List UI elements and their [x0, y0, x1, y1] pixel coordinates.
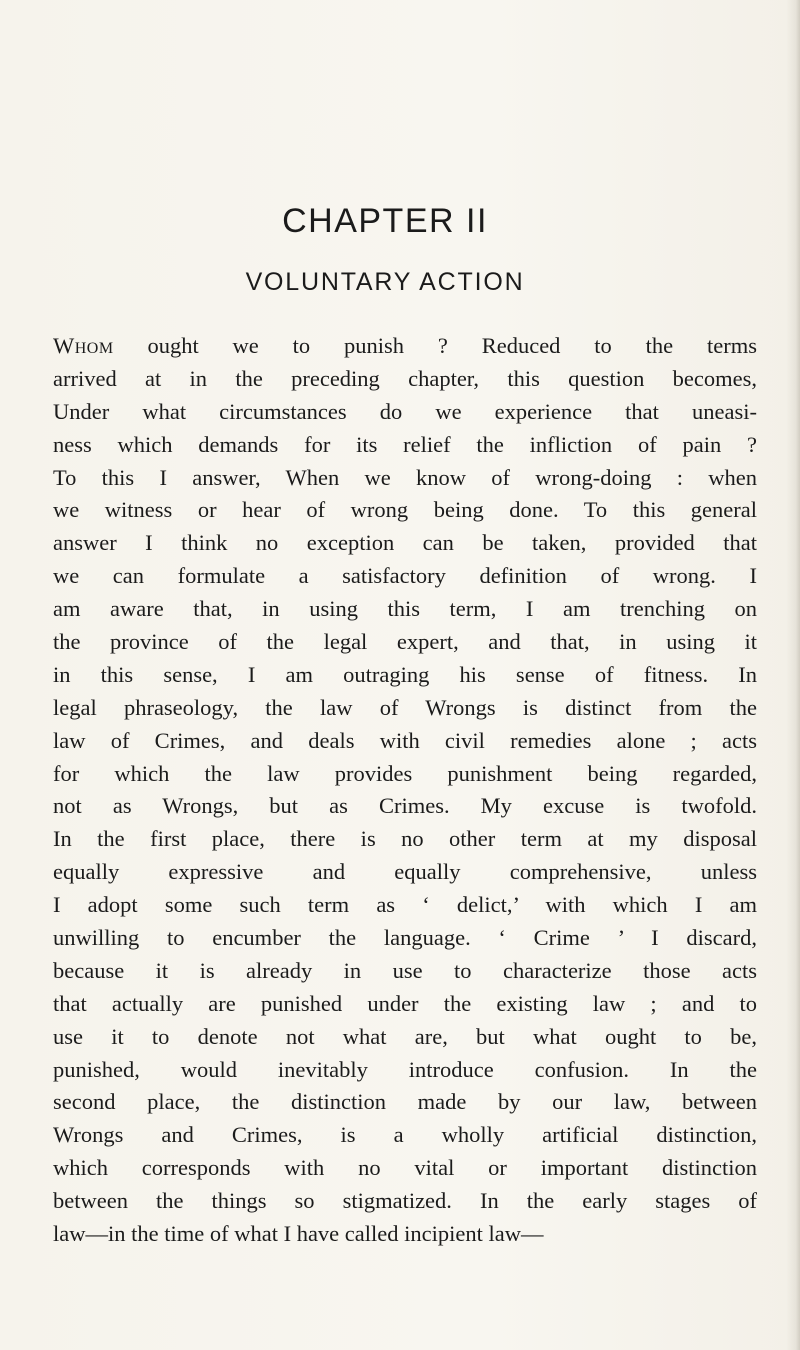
- body-paragraph: [53, 330, 757, 1251]
- text-line: which corresponds with no vital or important distinction: [53, 1155, 757, 1181]
- text-line: answer I think no exception can be taken, provided that: [53, 530, 757, 556]
- text-line: law of Crimes, and deals with civil remedies alone ; acts: [53, 727, 757, 753]
- text-line: between the things so stigmatized. In the early stages of: [53, 1188, 757, 1214]
- chapter-heading: CHAPTER II: [282, 202, 488, 240]
- text-line: In the first place, there is no other term at my disposal: [53, 826, 757, 852]
- text-line: am aware that, in using this term, I am trenching on: [53, 596, 757, 622]
- text-line: we can formulate a satisfactory definition of wrong. I: [53, 563, 757, 589]
- text-line: To this I answer, When we know of wrong-doing : when: [53, 464, 757, 490]
- text-line: the province of the legal expert, and that, in using it: [53, 629, 757, 655]
- text-line: not as Wrongs, but as Crimes. My excuse is twofold.: [53, 793, 757, 819]
- text-line: we witness or hear of wrong being done. To this general: [53, 497, 757, 523]
- text-line: legal phraseology, the law of Wrongs is distinct from the: [53, 694, 757, 720]
- text-line: punished, would inevitably introduce confusion. In the: [53, 1056, 757, 1082]
- text-line: because it is already in use to characterize those acts: [53, 957, 757, 983]
- text-line: unwilling to encumber the language. ‘ Crime ’ I discard,: [53, 925, 757, 951]
- chapter-title: VOLUNTARY ACTION: [245, 268, 525, 296]
- text-line: that actually are punished under the existing law ; and to: [53, 990, 757, 1016]
- text-line: second place, the distinction made by our law, between: [53, 1089, 757, 1115]
- text-line: equally expressive and equally comprehensive, unless: [53, 859, 757, 885]
- text-line-content: ought we to punish ? Reduced to the terms: [113, 333, 757, 358]
- text-line: use it to denote not what are, but what ought to be,: [53, 1023, 757, 1049]
- text-line: arrived at in the preceding chapter, this question becomes,: [53, 365, 757, 391]
- text-line: Wrongs and Crimes, is a wholly artificial distinction,: [53, 1122, 757, 1148]
- page-edge-shadow: [786, 0, 800, 1350]
- text-line: I adopt some such term as ‘ delict,’ with which I am: [53, 892, 757, 918]
- text-line: law—in the time of what I have called incipient law—: [53, 1221, 544, 1247]
- text-line: Under what circumstances do we experience that uneasi-: [53, 398, 757, 424]
- text-line: [53, 330, 757, 363]
- text-line: in this sense, I am outraging his sense of fitness. In: [53, 661, 757, 687]
- text-line: for which the law provides punishment being regarded,: [53, 760, 757, 786]
- text-line: ness which demands for its relief the infliction of pain ?: [53, 431, 757, 457]
- opening-word: Whom: [53, 333, 114, 358]
